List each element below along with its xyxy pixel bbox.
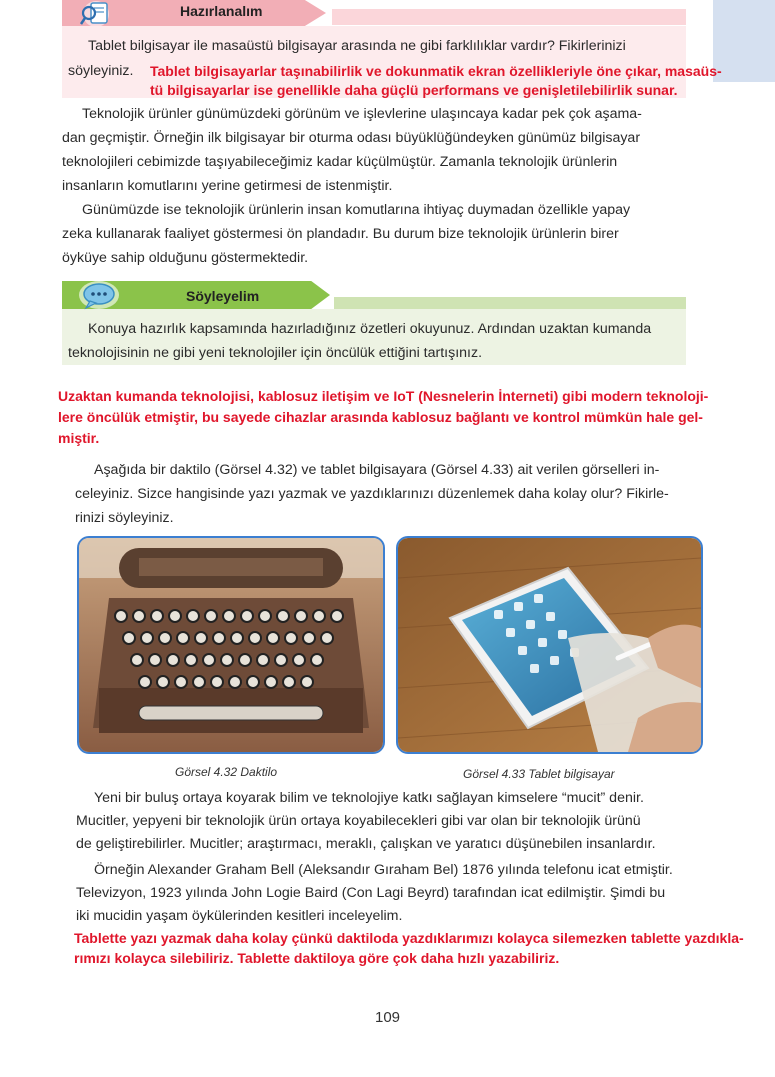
question-line: Tablet bilgisayar ile masaüstü bilgisayar arasında ne gibi farklılıklar vardır? Fikirlerinizi [88,38,626,54]
paragraph-line: de geliştirebilirler. Mucitler; araştırmacı, meraklı, çalışkan ve yaratıcı düşünebilen insanlardır. [76,836,656,852]
paragraph-line: Örneğin Alexander Graham Bell (Aleksandır Gıraham Bel) 1876 yılında telefonu icat etmiştir. [94,862,673,878]
paragraph-line: Teknolojik ürünler günümüzdeki görünüm ve işlevlerine ulaşıncaya kadar pek çok aşama- [82,106,642,122]
paragraph-line: teknolojisinin ne gibi yeni teknolojiler için öncülük ettiğini tartışınız. [68,345,483,361]
paragraph-line: Günümüzde ise teknolojik ürünlerin insan komutlarına ihtiyaç duymadan özellikle yapay [82,202,631,218]
soyleyelim-header [62,281,686,309]
answer-line: miştir. [58,430,100,446]
paragraph-line: Yeni bir buluş ortaya koyarak bilim ve teknolojiye katkı sağlayan kimselere “mucit” denir. [94,790,644,806]
paragraph-line: rinizi söyleyiniz. [75,510,174,526]
answer-line: lere öncülük etmiştir, bu sayede cihazlar arasında kablosuz bağlantı ve kontrol mümkün hale gel- [58,409,703,425]
paragraph-line: Konuya hazırlık kapsamında hazırladığınız özetleri okuyunuz. Ardından uzaktan kumanda [88,321,652,337]
page-corner-tab [713,0,775,82]
speech-bubble-icon [76,279,122,311]
paragraph-line: dan geçmiştir. Örneğin ilk bilgisayar bir oturma odası büyüklüğündeyken günümüz bilgisayar [62,130,641,146]
paragraph-line: Televizyon, 1923 yılında John Logie Baird (Con Lagi Beyrd) tarafından icat edilmiştir. Şimdi bu [76,885,666,901]
paragraph-line: iki mucidin yaşam öykülerinden kesitleri inceleyelim. [76,908,403,924]
page-number: 109 [374,1009,401,1026]
image-caption: Görsel 4.32 Daktilo [175,765,278,779]
paragraph-line: öyküye sahip olduğunu göstermektedir. [62,250,309,266]
paragraph-line: Mucitler, yepyeni bir teknolojik ürün ortaya koyabilecekleri gibi var olan bir teknolojik ürünü [76,813,641,829]
paragraph-line: celeyiniz. Sizce hangisinde yazı yazmak ve yazdıklarınızı düzenlemek daha kolay olur? Fikirle- [75,486,669,502]
answer-line: tü bilgisayarlar ise genellikle daha güçlü performans ve genişletilebilirlik sunar. [150,82,678,98]
answer-line: Uzaktan kumanda teknolojisi, kablosuz iletişim ve IoT (Nesnelerin İnterneti) gibi modern teknoloji- [58,388,709,404]
paragraph-line: Aşağıda bir daktilo (Görsel 4.32) ve tablet bilgisayara (Görsel 4.33) ait verilen görselleri in- [94,462,660,478]
answer-line: Tablette yazı yazmak daha kolay çünkü daktiloda yazdıklarımızı kolayca silemezken tablette yazdıkla- [74,930,744,946]
magnifier-paper-icon [76,0,116,26]
image-caption: Görsel 4.33 Tablet bilgisayar [463,767,615,781]
paragraph-line: insanların komutlarını yerine getirmesi de istenmiştir. [62,178,393,194]
section-title-hazirlanalim: Hazırlanalım [180,3,263,19]
section-title-soyleyelim: Söyleyelim [186,288,260,304]
hazirlanalim-header [62,0,686,26]
typewriter-image [77,536,385,754]
question-line: söyleyiniz. [68,63,134,79]
answer-line: rımızı kolayca silebiliriz. Tablette daktiloya göre çok daha hızlı yazabiliriz. [74,950,560,966]
answer-line: Tablet bilgisayarlar taşınabilirlik ve dokunmatik ekran özellikleriyle öne çıkar, masaüs- [150,63,722,79]
paragraph-line: teknolojileri cebimizde taşıyabileceğimiz kadar küçülmüştür. Zamanla teknolojik ürünlerin [62,154,618,170]
paragraph-line: zeka kullanarak faaliyet göstermesi ön plandadır. Bu durum bize teknolojik ürünlerin birer [62,226,619,242]
tablet-image [396,536,703,754]
